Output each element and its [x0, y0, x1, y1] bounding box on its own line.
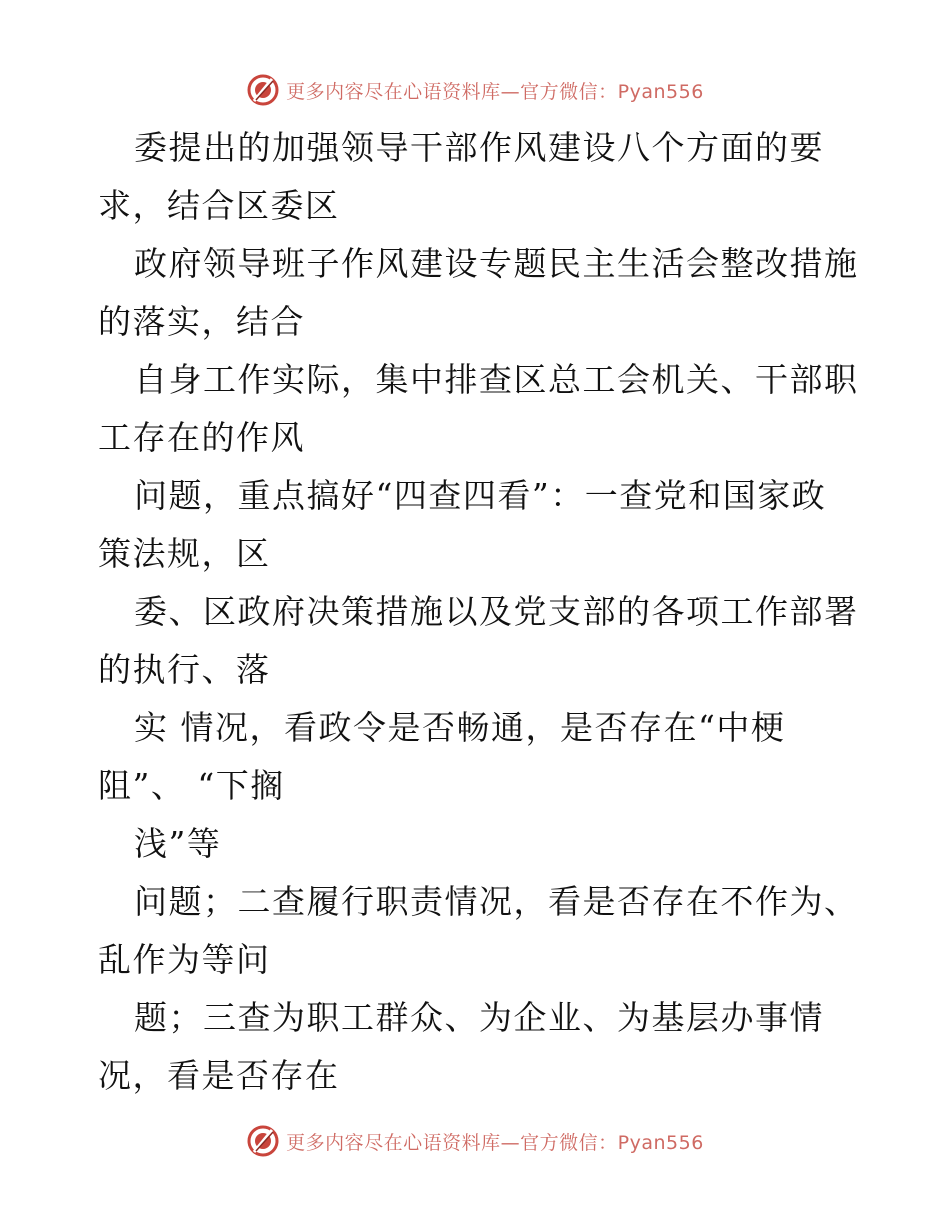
watermark-text: 更多内容尽在心语资料库—官方微信：Pyan556: [286, 80, 704, 103]
body-line: 问题；二查履行职责情况，看是否存在不作为、: [134, 882, 859, 921]
body-line: 况，看是否存在: [98, 1056, 340, 1095]
body-line: 委、区政府决策措施以及党支部的各项工作部署: [134, 592, 859, 631]
body-line: 实 情况，看政令是否畅通，是否存在“中梗: [134, 708, 786, 747]
body-line: 政府领导班子作风建设专题民主生活会整改措施: [134, 244, 859, 283]
body-line: 求，结合区委区: [98, 186, 340, 225]
pen-seal-logo-icon: [246, 73, 280, 107]
header-watermark: [0, 70, 950, 110]
body-line: 题；三查为职工群众、为企业、为基层办事情: [134, 998, 824, 1037]
body-line: 的执行、落: [98, 650, 271, 689]
body-line: 浅”等: [134, 824, 222, 863]
watermark-group: [246, 73, 704, 107]
body-line: 委提出的加强领导干部作风建设八个方面的要: [134, 128, 824, 167]
watermark-group: [246, 1124, 704, 1158]
body-line: 阻”、 “下搁: [98, 766, 285, 805]
body-line: 乱作为等问: [98, 940, 271, 979]
footer-watermark: [0, 1121, 950, 1161]
body-line: 问题，重点搞好“四查四看”：一查党和国家政: [134, 476, 827, 515]
watermark-text: 更多内容尽在心语资料库—官方微信：Pyan556: [286, 1131, 704, 1154]
body-line: 策法规，区: [98, 534, 271, 573]
body-line: 自身工作实际，集中排查区总工会机关、干部职: [134, 360, 859, 399]
body-line: 的落实，结合: [98, 302, 305, 341]
pen-seal-logo-icon: [246, 1124, 280, 1158]
body-line: 工存在的作风: [98, 418, 305, 457]
